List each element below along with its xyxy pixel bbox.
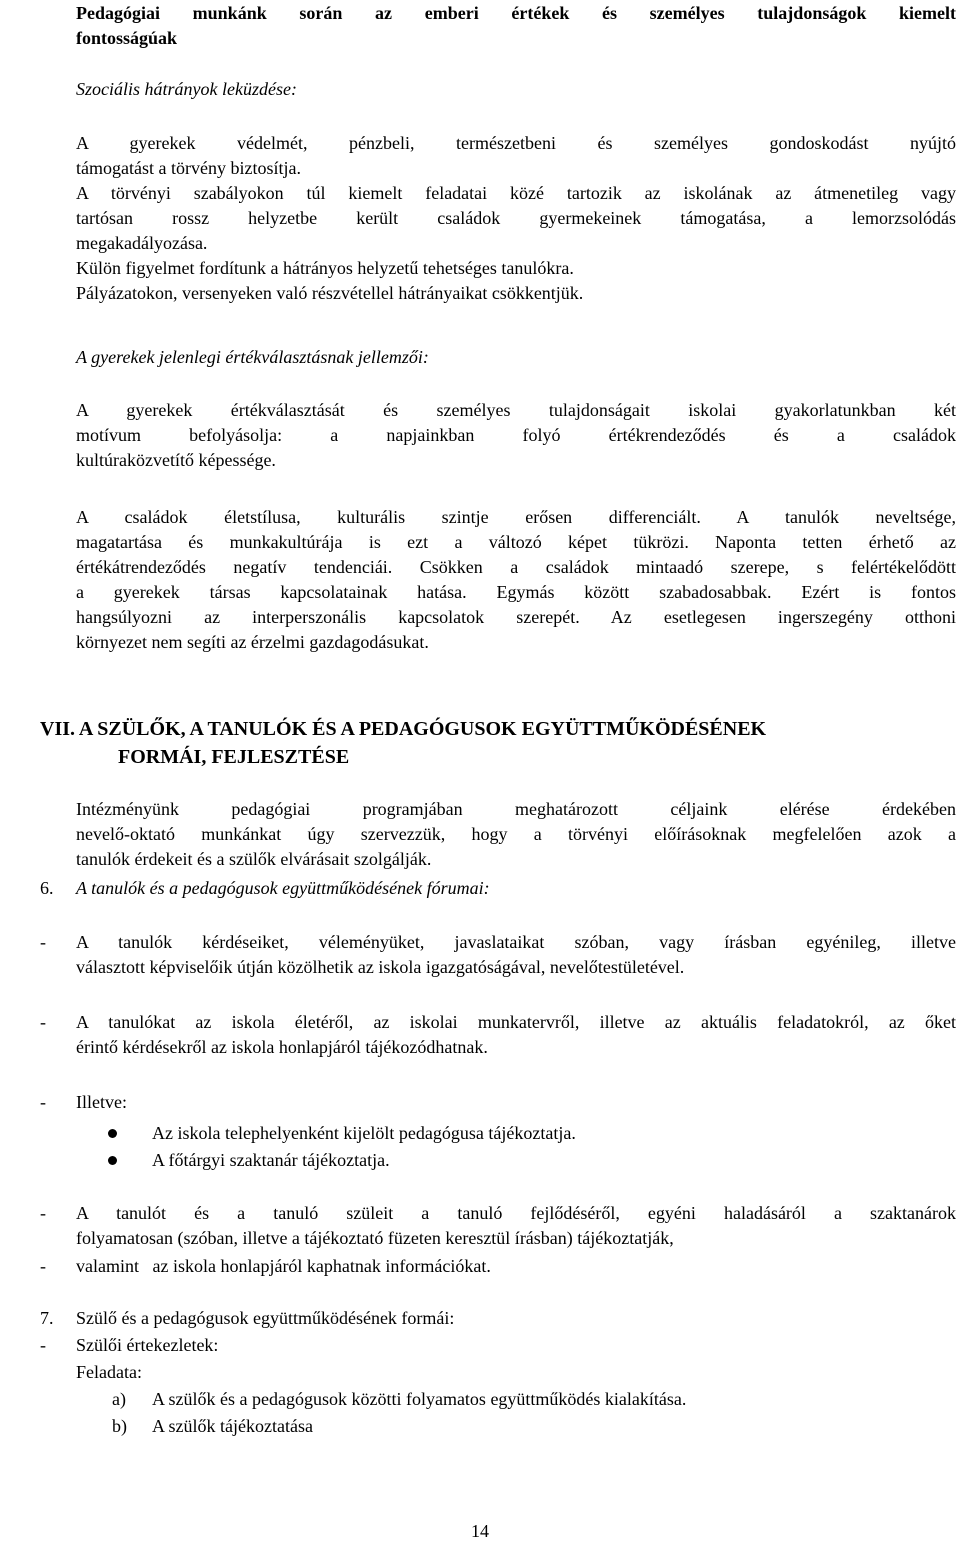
section-title: Pedagógiai munkánk során az emberi értékek és személyes tulajdonságok kiemelt fontosságúak [76, 3, 956, 48]
list-item: Illetve: [76, 1092, 127, 1112]
list-item: A tanulókat az iskola életéről, az iskolai munkatervről, illetve az aktuális feladatokról, az őket érintő kérdésekről az iskola honlapjáról tájékozódhatnak. [76, 1012, 956, 1057]
subtitle-social: Szociális hátrányok leküzdése: [76, 79, 297, 99]
forums-title: A tanulók és a pedagógusok együttműködésének fórumai: [76, 878, 490, 898]
dash-marker: - [40, 932, 46, 952]
bullet-icon [108, 1156, 117, 1165]
page-number: 14 [471, 1521, 489, 1541]
list-number-6: 6. [40, 878, 54, 898]
paragraph-chapter-intro: Intézményünk pedagógiai programjában meghatározott céljaink elérése érdekében nevelő-oktató munkánkat úgy szervezzük, hogy a törvényi előírásoknak megfelelően azok a tanulók érdekeit és a szülők elvárásait szolgálják. [76, 799, 956, 869]
sub-item-a: A szülők és a pedagógusok közötti folyamatos együttműködés kialakítása. [152, 1389, 687, 1409]
dash-marker: - [40, 1256, 46, 1276]
list-item: Szülői értekezletek: [76, 1335, 219, 1355]
dash-marker: - [40, 1012, 46, 1032]
sub-item-label-b: b) [112, 1416, 127, 1436]
task-label: Feladata: [76, 1362, 142, 1382]
chapter-heading-line2: FORMÁI, FEJLESZTÉSE [118, 746, 350, 768]
dash-marker: - [40, 1335, 46, 1355]
bullet-item: Az iskola telephelyenként kijelölt pedagógusa tájékoztatja. [152, 1123, 576, 1143]
subtitle-values: A gyerekek jelenlegi értékválasztásnak jellemzői: [76, 347, 429, 367]
sub-item-label-a: a) [112, 1389, 126, 1409]
dash-marker: - [40, 1203, 46, 1223]
list-number-7: 7. [40, 1308, 54, 1328]
chapter-heading-line1: VII. A SZÜLŐK, A TANULÓK ÉS A PEDAGÓGUSOK EGYÜTTMŰKÖDÉSÉNEK [40, 718, 767, 740]
paragraph-protection: A gyerekek védelmét, pénzbeli, természetbeni és személyes gondoskodást nyújtó támogatást a törvény biztosítja. A törvényi szabályokon túl kiemelt feladatai közé tartozik az iskolának az átmenetileg vagy tartósan rossz helyzetbe került családok gyermekeinek támogatása, a lemorzsolódás megakadályozása. Külön figyelmet fordítunk a hátrányos helyzetű tehetséges tanulókra. Pályázatokon, versenyeken való részvétellel hátrányaikat csökkentjük. [76, 133, 956, 303]
bullet-item: A főtárgyi szaktanár tájékoztatja. [152, 1150, 390, 1170]
paragraph-families: A családok életstílusa, kulturális szintje erősen differenciált. A tanulók neveltsége, magatartása és munkakultúrája is ezt a változó képet tükrözi. Naponta tetten érhető az értékátrendeződés negatív tendenciái. Csökken a családok mintaadó szerepe, s felértékelődött a gyerekek társas kapcsolatainak hatása. Egymás között szabadosabbak. Ezért is fontos hangsúlyozni az interperszonális kapcsolatok szerepét. Az esetlegesen ingerszegény otthoni környezet nem segíti az érzelmi gazdagodásukat. [76, 507, 956, 652]
paragraph-values: A gyerekek értékválasztását és személyes tulajdonságait iskolai gyakorlatunkban két motívum befolyásolja: a napjainkban folyó értékrendeződés és a családok kultúraközvetítő képessége. [76, 400, 956, 470]
list-item: A tanulót és a tanuló szüleit a tanuló fejlődéséről, egyéni haladásáról a szaktanárok folyamatosan (szóban, illetve a tájékoztató füzeten keresztül írásban) tájékoztatják, [76, 1203, 956, 1248]
dash-marker: - [40, 1092, 46, 1112]
list-item: A tanulók kérdéseiket, véleményüket, javaslataikat szóban, vagy írásban egyénileg, illetve választott képviselőik útján közölhetik az iskola igazgatóságával, nevelőtestületével. [76, 932, 956, 977]
bullet-icon [108, 1129, 117, 1138]
parents-title: Szülő és a pedagógusok együttműködésének formái: [76, 1308, 455, 1328]
list-item: valamint az iskola honlapjáról kaphatnak információkat. [76, 1256, 491, 1276]
sub-item-b: A szülők tájékoztatása [152, 1416, 313, 1436]
